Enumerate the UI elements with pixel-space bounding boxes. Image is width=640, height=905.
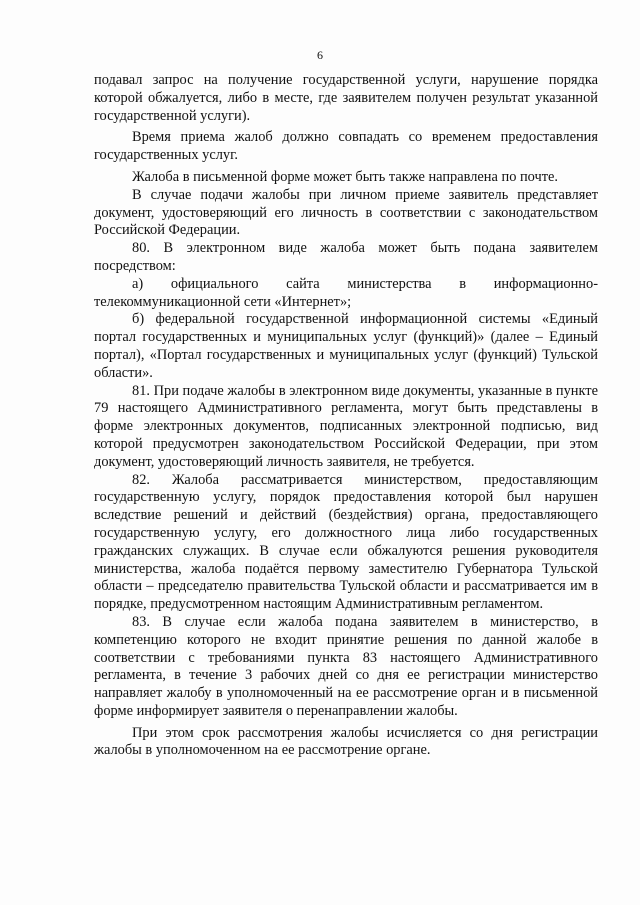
paragraph-81: 81. При подаче жалобы в электронном виде документы, указанные в пункте 79 настоящего Административного регламента, могут быть представлены в форме электронных документов, подписанных электронной подписью, вид которой предусмотрен законодательством Российской Федерации, при этом документ, удостоверяющий личность заявителя, не требуется. <box>94 382 598 470</box>
paragraph-82: 82. Жалоба рассматривается министерством, предоставляющим государственную услугу, порядок предоставления которой был нарушен вследствие решений и действий (бездействия) органа, предоставляющего государственную услугу, его должностного лица либо государственных гражданских служащих. В случае если обжалуются решения руководителя министерства, жалоба подаётся первому заместителю Губернатора Тульской области – председателю правительства Тульской области и рассматривается им в порядке, предусмотренном настоящим Административным регламентом. <box>94 471 598 613</box>
paragraph-review-period: При этом срок рассмотрения жалобы исчисляется со дня регистрации жалобы в уполномоченном на ее рассмотрение органе. <box>94 724 598 759</box>
paragraph-postal-complaint: Жалоба в письменной форме может быть также направлена по почте. <box>132 168 559 185</box>
document-body <box>94 72 598 760</box>
page-number: 6 <box>317 48 323 62</box>
paragraph-continuation: подавал запрос на получение государственной услуги, нарушение порядка которой обжалуется, либо в месте, где заявителем получен результат указанной государственной услуги). <box>94 72 598 124</box>
paragraph-reception-time: Время приема жалоб должно совпадать со временем предоставления государственных услуг. <box>94 129 598 164</box>
paragraph-83: 83. В случае если жалоба подана заявителем в министерство, в компетенцию которого не входит принятие решения по данной жалобе в соответствии с требованиями пункта 83 настоящего Административного регламента, в течение 3 рабочих дней со дня ее регистрации министерство направляет жалобу в уполномоченный на ее рассмотрение орган и в письменной форме информирует заявителя о перенаправлении жалобы. <box>94 613 598 719</box>
paragraph-80-a: а) официального сайта министерства в информационно-телекоммуникационной сети «Интернет»; <box>94 275 598 310</box>
paragraph-personal-reception: В случае подачи жалобы при личном приеме заявитель представляет документ, удостоверяющий его личность в соответствии с законодательством Российской Федерации. <box>94 186 598 239</box>
paragraph-80-b: б) федеральной государственной информационной системы «Единый портал государственных и муниципальных услуг (функций)» (далее – Единый портал), «Портал государственных и муниципальных услуг (функций) Тульской области». <box>94 311 598 381</box>
paragraph-80: 80. В электронном виде жалоба может быть подана заявителем посредством: <box>94 240 598 274</box>
